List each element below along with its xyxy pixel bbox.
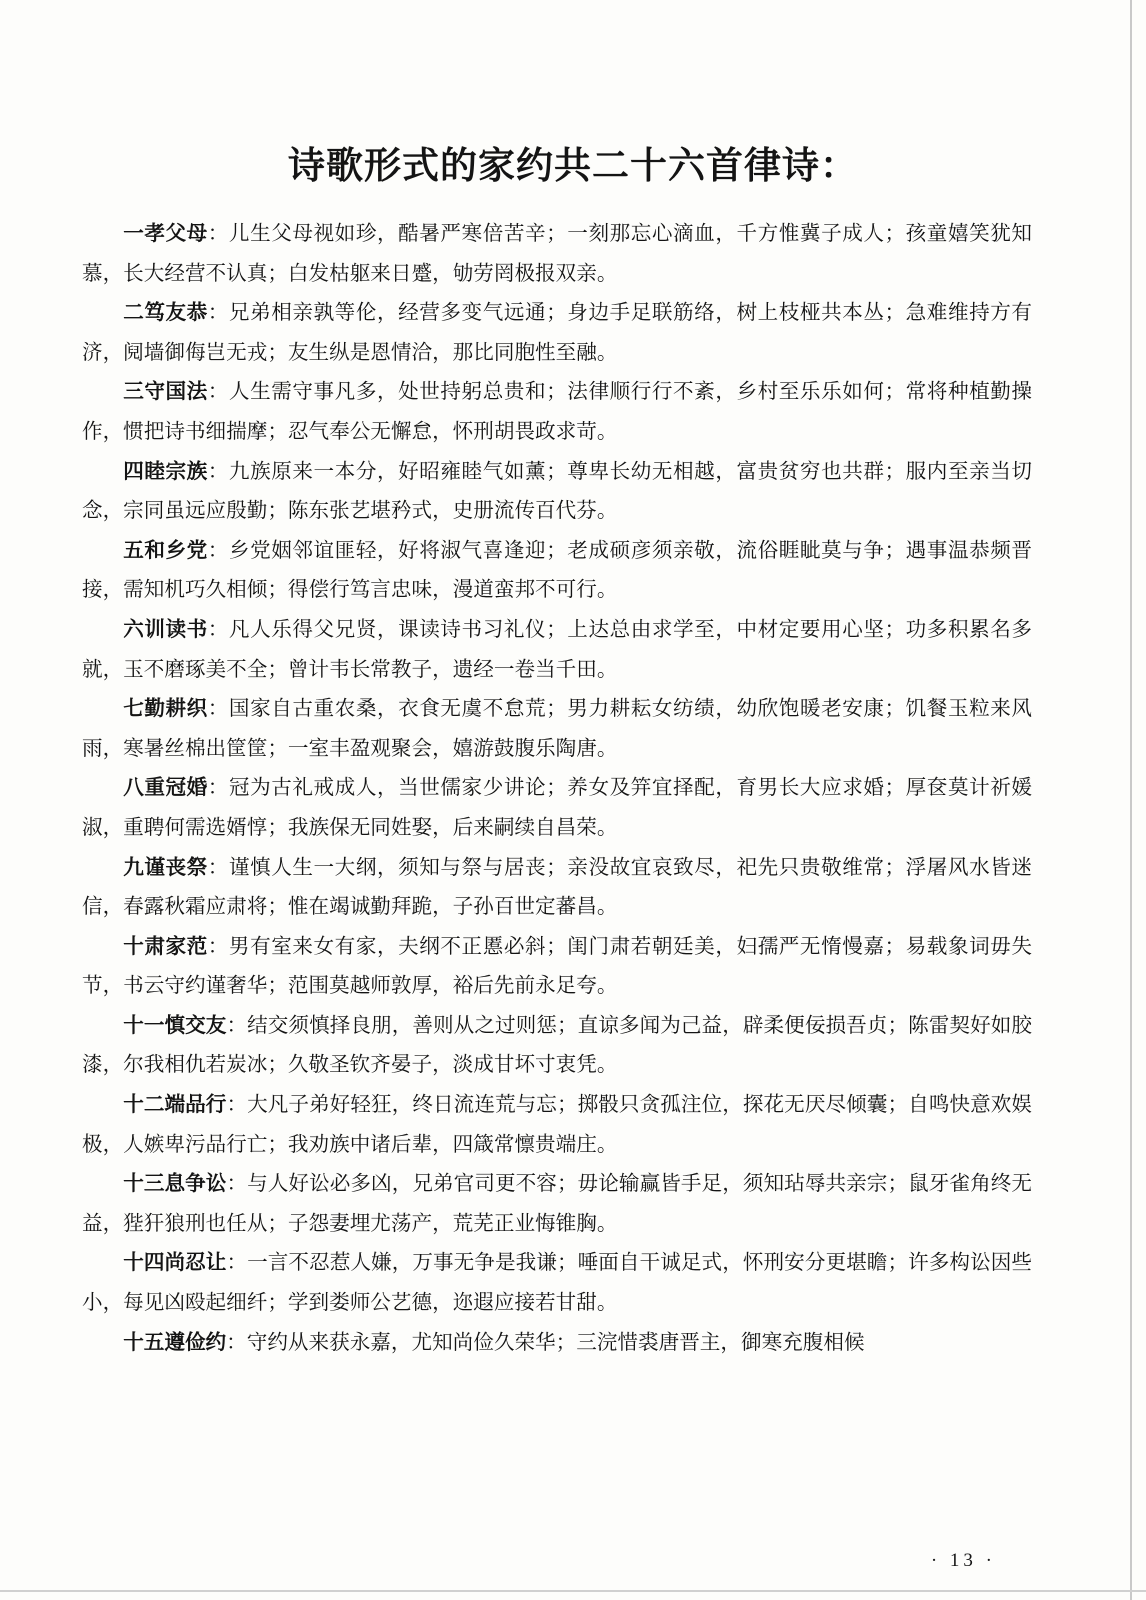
poem-heading: 二笃友恭 [123, 300, 208, 325]
poem-text: ：凡人乐得父兄贤，课读诗书习礼仪；上达总由求学至，中材定要用心坚；功多积累名多就，玉不磨琢美不全；曾计韦长常教子，遗经一卷当千田。 [82, 616, 1032, 681]
poem-entry [82, 372, 1032, 451]
poem-entry [82, 848, 1032, 927]
poem-entry [82, 214, 1032, 293]
poem-text: ：儿生父母视如珍，酷暑严寒倍苦辛；一刻那忘心滴血，千方惟冀子成人；孩童嬉笑犹知慕，长大经营不认真；白发枯躯来日蹙，劬劳罔极报双亲。 [82, 221, 1032, 285]
poem-text: ：一言不忍惹人嫌，万事无争是我谦；唾面自干诚足式，怀刑安分更堪瞻；许多构讼因些小，每见凶殴起细纤；学到娄师公艺德，迩遐应接若甘甜。 [82, 1250, 1032, 1315]
poem-heading: 十四尚忍让 [123, 1250, 227, 1275]
poem-text: ：结交须慎择良朋，善则从之过则惩；直谅多闻为己益，辟柔便佞损吾贞；陈雷契好如胶漆，尔我相仇若炭冰；久敬圣钦齐晏子，淡成甘坏寸衷凭。 [82, 1012, 1032, 1077]
poem-text: ：国家自古重农桑，衣食无虞不怠荒；男力耕耘女纺绩，幼欣饱暖老安康；饥餐玉粒来风雨，寒暑丝棉出筐筐；一室丰盈观聚会，嬉游鼓腹乐陶唐。 [82, 696, 1032, 760]
poem-heading: 十二端品行 [123, 1092, 227, 1117]
poem-heading: 十三息争讼 [123, 1171, 227, 1196]
poem-heading: 十肃家范 [123, 933, 208, 958]
poem-entry [82, 1006, 1032, 1085]
poem-text: ：兄弟相亲孰等伦，经营多变气远通；身边手足联筋络，树上枝桠共本丛；急难维持方有济，阋墙御侮岂无戎；友生纵是恩情洽，那比同胞性至融。 [82, 300, 1032, 364]
poem-heading: 七勤耕织 [123, 696, 208, 721]
poem-heading: 九谨丧祭 [123, 854, 208, 879]
poem-entry [82, 768, 1032, 847]
poem-entry [82, 927, 1032, 1006]
poem-heading: 十五遵俭约 [123, 1329, 227, 1354]
poem-heading: 八重冠婚 [123, 775, 208, 800]
poem-text: ：冠为古礼戒成人，当世儒家少讲论；养女及笄宜择配，育男长大应求婚；厚奁莫计祈媛淑，重聘何需选婿惇；我族保无同姓娶，后来嗣续自昌荣。 [82, 775, 1032, 839]
page-edge-shadow [1130, 0, 1132, 1600]
poem-text: ：谨慎人生一大纲，须知与祭与居丧；亲没故宜哀致尽，祀先只贵敬维常；浮屠风水皆迷信，春露秋霜应肃将；惟在竭诚勤拜跪，子孙百世定蕃昌。 [82, 854, 1032, 919]
poem-text: ：男有室来女有家，夫纲不正慝必斜；闺门肃若朝廷美，妇孺严无惰慢嘉；易载象词毋失节，书云守约谨奢华；范围莫越师敦厚，裕后先前永足夸。 [82, 933, 1032, 998]
poem-entry [82, 1243, 1032, 1322]
poem-entry [82, 1323, 1032, 1363]
poem-heading: 六训读书 [123, 616, 208, 641]
poem-entry [82, 1085, 1032, 1164]
poem-heading: 四睦宗族 [123, 458, 208, 483]
poem-text: ：乡党姻邻谊匪轻，好将淑气喜逢迎；老成硕彦须亲敬，流俗睚眦莫与争；遇事温恭频晋接，需知机巧久相倾；得偿行笃言忠味，漫道蛮邦不可行。 [82, 537, 1032, 602]
poem-text: ：大凡子弟好轻狂，终日流连荒与忘；掷骰只贪孤注位，探花无厌尽倾囊；自鸣快意欢娱极，人嫉卑污品行亡；我劝族中诸后辈，四箴常懔贵端庄。 [82, 1092, 1032, 1156]
poem-heading: 一孝父母 [123, 221, 208, 245]
poem-heading: 五和乡党 [123, 537, 208, 562]
poem-list [82, 214, 1032, 1362]
poem-heading: 三守国法 [123, 379, 208, 404]
page-number: · 13 · [930, 1550, 996, 1571]
poem-text: ：九族原来一本分，好昭雍睦气如薰；尊卑长幼无相越，富贵贫穷也共群；服内至亲当切念，宗同虽远应殷勤；陈东张艺堪矜式，史册流传百代芬。 [82, 458, 1032, 523]
poem-text: ：与人好讼必多凶，兄弟官司更不容；毋论输赢皆手足，须知玷辱共亲宗；鼠牙雀角终无益，狴犴狼刑也任从；子怨妻埋尤荡产，荒芜正业悔锥胸。 [82, 1171, 1032, 1235]
poem-text: ：守约从来获永嘉，尤知尚俭久荣华；三浣惜裘唐晋主，御寒充腹相候 [226, 1329, 865, 1354]
poem-entry [82, 293, 1032, 372]
poem-entry [82, 610, 1032, 689]
poem-text: ：人生需守事凡多，处世持躬总贵和；法律顺行行不紊，乡村至乐乐如何；常将种植勤操作，惯把诗书细揣摩；忍气奉公无懈怠，怀刑胡畏政求苛。 [82, 379, 1032, 443]
poem-heading: 十一慎交友 [123, 1012, 227, 1037]
page-title: 诗歌形式的家约共二十六首律诗： [288, 143, 858, 187]
poem-entry [82, 452, 1032, 531]
poem-entry [82, 531, 1032, 610]
page-bottom-edge [0, 1590, 1146, 1592]
poem-entry [82, 1164, 1032, 1243]
poem-entry [82, 689, 1032, 768]
